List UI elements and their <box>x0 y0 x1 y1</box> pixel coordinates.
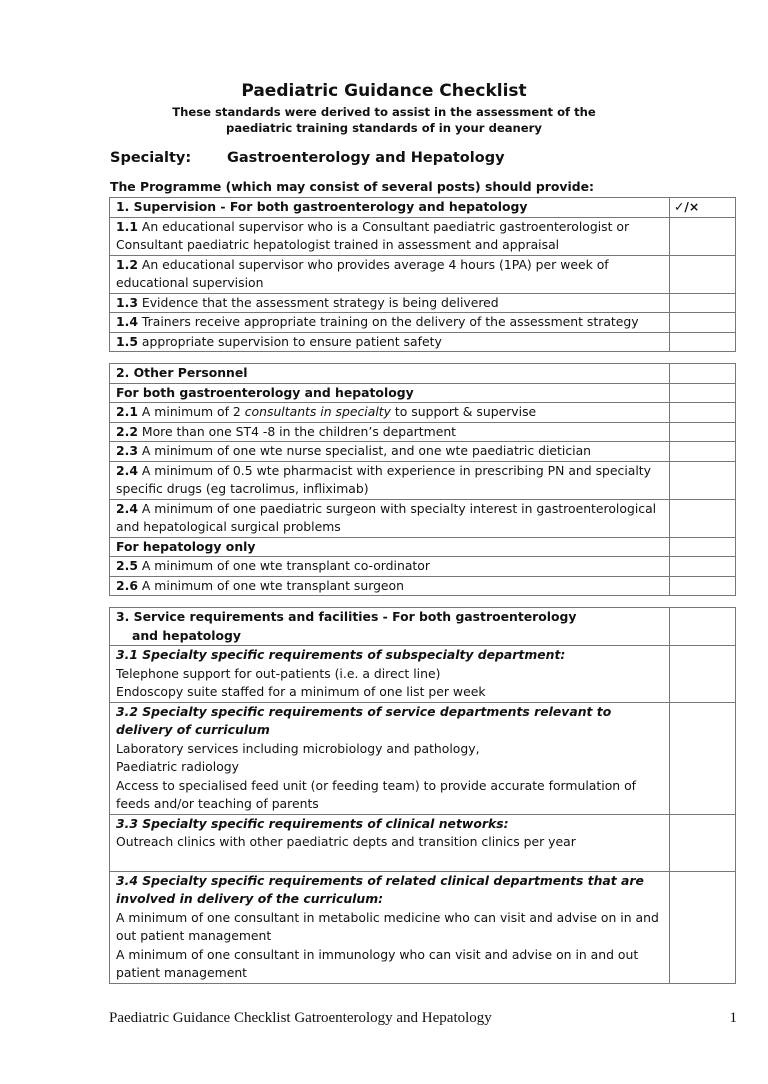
table-row <box>110 313 670 333</box>
requirement-heading: 3.2 Specialty specific requirements of service departments relevant to delivery of curriculum <box>116 703 612 737</box>
item-text: A minimum of 2 <box>137 404 245 419</box>
item-text: A minimum of one wte transplant co-ordinator <box>137 558 430 573</box>
specialty-line <box>110 148 768 168</box>
check-cell[interactable] <box>670 499 736 537</box>
item-text: More than one ST4 -8 in the children’s department <box>137 423 457 439</box>
check-cell[interactable] <box>670 383 736 403</box>
item-text: A minimum of one wte nurse specialist, and one wte paediatric dietician <box>137 443 592 458</box>
page-number: 1 <box>729 1009 737 1026</box>
document-subtitle: These standards were derived to assist in the assessment of the paediatric training standards of in your deanery <box>172 105 596 135</box>
check-cell[interactable] <box>670 576 736 596</box>
section-heading <box>110 608 670 646</box>
requirement-heading: 3.3 Specialty specific requirements of clinical networks: <box>116 815 509 831</box>
check-cell[interactable] <box>670 608 736 646</box>
table-row <box>110 499 670 537</box>
table-row <box>110 576 670 596</box>
check-cell[interactable] <box>670 461 736 499</box>
requirement-heading: 3.4 Specialty specific requirements of related clinical departments that are involved in delivery of the curriculum: <box>116 872 644 906</box>
table-row <box>110 442 670 462</box>
item-number: 2.2 <box>116 423 138 439</box>
item-number: 2.1 <box>116 404 138 419</box>
table-row <box>110 217 670 255</box>
requirement-text: Laboratory services including microbiology and pathology, <box>116 740 480 756</box>
table-row <box>110 461 670 499</box>
item-text: An educational supervisor who is a Consultant paediatric gastroenterologist or Consultant paediatric hepatologist trained in assessment and appraisal <box>116 218 630 252</box>
check-cell[interactable] <box>670 557 736 577</box>
check-column-header: ✓/× <box>670 198 736 218</box>
check-cell[interactable] <box>670 293 736 313</box>
item-number: 1.2 <box>116 256 138 272</box>
table-row <box>110 422 670 442</box>
page-footer <box>109 984 737 1084</box>
check-cell[interactable] <box>670 871 736 983</box>
requirement-heading: 3.1 Specialty specific requirements of subspecialty department: <box>116 647 566 662</box>
document-title: Paediatric Guidance Checklist <box>241 81 527 101</box>
heading-line: and hepatology <box>132 627 241 643</box>
item-number: 1.3 <box>116 294 138 310</box>
table-row <box>110 646 670 703</box>
requirement-text: A minimum of one consultant in metabolic medicine who can visit and advise on in and out patient management <box>116 909 659 943</box>
check-cell[interactable] <box>670 422 736 442</box>
specialty-label: Specialty: <box>110 150 192 166</box>
item-number: 2.5 <box>116 558 138 573</box>
check-cell[interactable] <box>670 364 736 384</box>
item-text: A minimum of 0.5 wte pharmacist with experience in prescribing PN and specialty specific drugs (eg tacrolimus, infliximab) <box>116 462 651 496</box>
check-cell[interactable] <box>670 646 736 703</box>
item-number: 2.3 <box>116 443 138 458</box>
table-row <box>110 293 670 313</box>
check-cell[interactable] <box>670 403 736 423</box>
check-cell[interactable] <box>670 217 736 255</box>
item-number: 1.4 <box>116 314 138 329</box>
specialty-value: Gastroenterology and Hepatology <box>227 150 505 166</box>
footer-text: Paediatric Guidance Checklist Gatroenterology and Hepatology <box>109 1009 492 1026</box>
check-cell[interactable] <box>670 702 736 814</box>
table-row <box>110 814 670 871</box>
check-cell[interactable] <box>670 442 736 462</box>
supervision-table <box>109 197 736 352</box>
item-number: 2.4 <box>116 462 138 478</box>
requirement-text: Telephone support for out-patients (i.e. a direct line) <box>116 665 441 681</box>
personnel-table <box>109 363 736 596</box>
check-cell[interactable] <box>670 332 736 352</box>
requirement-text: Paediatric radiology <box>116 759 239 774</box>
item-number: 1.1 <box>116 218 138 234</box>
subheading: For both gastroenterology and hepatology <box>110 383 670 403</box>
item-number: 2.6 <box>116 577 138 593</box>
service-table <box>109 607 736 984</box>
check-cell[interactable] <box>670 814 736 871</box>
section-heading: 1. Supervision - For both gastroenterology and hepatology <box>110 198 670 218</box>
section-heading: 2. Other Personnel <box>110 364 670 384</box>
subheading: For hepatology only <box>110 537 670 557</box>
item-text: A minimum of one paediatric surgeon with specialty interest in gastroenterological and hepatological surgical problems <box>116 500 657 534</box>
item-text: Trainers receive appropriate training on the delivery of the assessment strategy <box>137 314 639 329</box>
check-cell[interactable] <box>670 313 736 333</box>
item-number: 2.4 <box>116 500 138 516</box>
table-row <box>110 332 670 352</box>
table-row <box>110 255 670 293</box>
requirement-text: Access to specialised feed unit (or feeding team) to provide accurate formulation of feeds and/or teaching of parents <box>116 777 637 811</box>
table-row <box>110 557 670 577</box>
requirement-text: Endoscopy suite staffed for a minimum of one list per week <box>116 684 486 699</box>
item-text: Evidence that the assessment strategy is being delivered <box>137 294 499 310</box>
requirement-text: A minimum of one consultant in immunology who can visit and advise on in and out patient management <box>116 946 639 980</box>
item-number: 1.5 <box>116 333 138 349</box>
check-cell[interactable] <box>670 255 736 293</box>
item-text-italic: consultants in specialty <box>244 404 391 419</box>
requirement-text: Outreach clinics with other paediatric depts and transition clinics per year <box>116 834 576 849</box>
item-text: A minimum of one wte transplant surgeon <box>137 577 404 593</box>
item-text: to support & supervise <box>390 404 537 419</box>
heading-line: 3. Service requirements and facilities - For both gastroenterology <box>116 609 577 624</box>
item-text: An educational supervisor who provides average 4 hours (1PA) per week of educational supervision <box>116 256 609 290</box>
item-text: appropriate supervision to ensure patient safety <box>137 333 442 349</box>
table-row <box>110 702 670 814</box>
table-row <box>110 403 670 423</box>
intro-text: The Programme (which may consist of several posts) should provide: <box>110 179 594 194</box>
table-row <box>110 871 670 983</box>
check-cell[interactable] <box>670 537 736 557</box>
